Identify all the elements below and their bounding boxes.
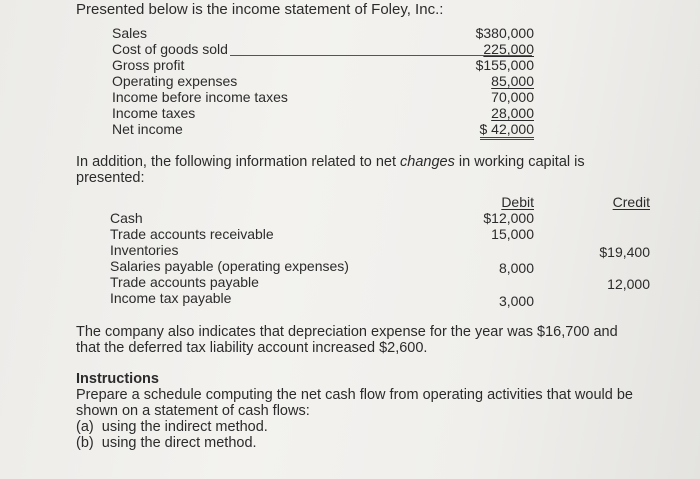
wc-header-credit: Credit <box>612 194 650 210</box>
instructions-item-b: (b) using the direct method. <box>76 435 257 451</box>
wc-label-trade-ap: Trade accounts payable <box>110 274 259 290</box>
is-label-cogs: Cost of goods sold <box>112 41 228 57</box>
depreciation-note-line2: that the deferred tax liability account increased $2,600. <box>76 340 428 356</box>
wc-intro-emph: changes <box>400 154 455 170</box>
wc-intro-part1: In addition, the following information related to net <box>76 154 401 170</box>
wc-intro-part2: in working capital is <box>454 154 585 170</box>
is-label-operating-expenses: Operating expenses <box>112 73 238 89</box>
cogs-rule <box>230 55 532 56</box>
working-capital-intro-line2: presented: <box>76 170 145 186</box>
depreciation-note-line1: The company also indicates that depreciation expense for the year was $16,700 and <box>76 324 618 340</box>
is-label-income-before-taxes: Income before income taxes <box>112 89 288 105</box>
wc-label-cash: Cash <box>110 210 143 226</box>
is-label-sales: Sales <box>112 25 148 41</box>
instructions-line1: Prepare a schedule computing the net cash flow from operating activities that would be <box>76 387 633 403</box>
is-label-income-taxes: Income taxes <box>112 105 196 121</box>
instructions-line2: shown on a statement of cash flows: <box>76 403 310 419</box>
instructions-item-a: (a) using the indirect method. <box>76 419 268 435</box>
is-value-net-income: $ 42,000 <box>480 121 535 140</box>
instructions-heading: Instructions <box>76 371 159 387</box>
wc-label-inventories: Inventories <box>110 242 179 258</box>
working-capital-intro <box>76 154 585 170</box>
is-value-income-before-taxes: 70,000 <box>491 89 534 105</box>
wc-label-trade-ar: Trade accounts receivable <box>110 226 274 242</box>
is-value-operating-expenses: 85,000 <box>491 73 534 89</box>
wc-label-income-tax-payable: Income tax payable <box>110 290 232 306</box>
wc-credit-trade-ap: 12,000 <box>607 276 650 292</box>
is-value-sales: $380,000 <box>475 25 534 41</box>
instructions <box>76 371 676 451</box>
intro-text: Presented below is the income statement of Foley, Inc.: <box>76 1 444 18</box>
wc-debit-income-tax-payable: 3,000 <box>498 293 534 309</box>
wc-debit-cash: $12,000 <box>483 210 534 226</box>
is-value-gross-profit: $155,000 <box>475 57 534 73</box>
depreciation-note <box>76 324 676 356</box>
wc-debit-trade-ar: 15,000 <box>491 226 534 242</box>
is-value-income-taxes: 28,000 <box>491 105 534 121</box>
is-label-gross-profit: Gross profit <box>112 57 185 73</box>
wc-label-salaries-payable: Salaries payable (operating expenses) <box>110 258 349 274</box>
is-value-cogs: 225,000 <box>483 41 534 57</box>
wc-header-debit: Debit <box>501 194 534 210</box>
wc-debit-salaries-payable: 8,000 <box>498 260 534 276</box>
wc-credit-inventories: $19,400 <box>599 244 650 260</box>
is-label-net-income: Net income <box>112 121 183 137</box>
